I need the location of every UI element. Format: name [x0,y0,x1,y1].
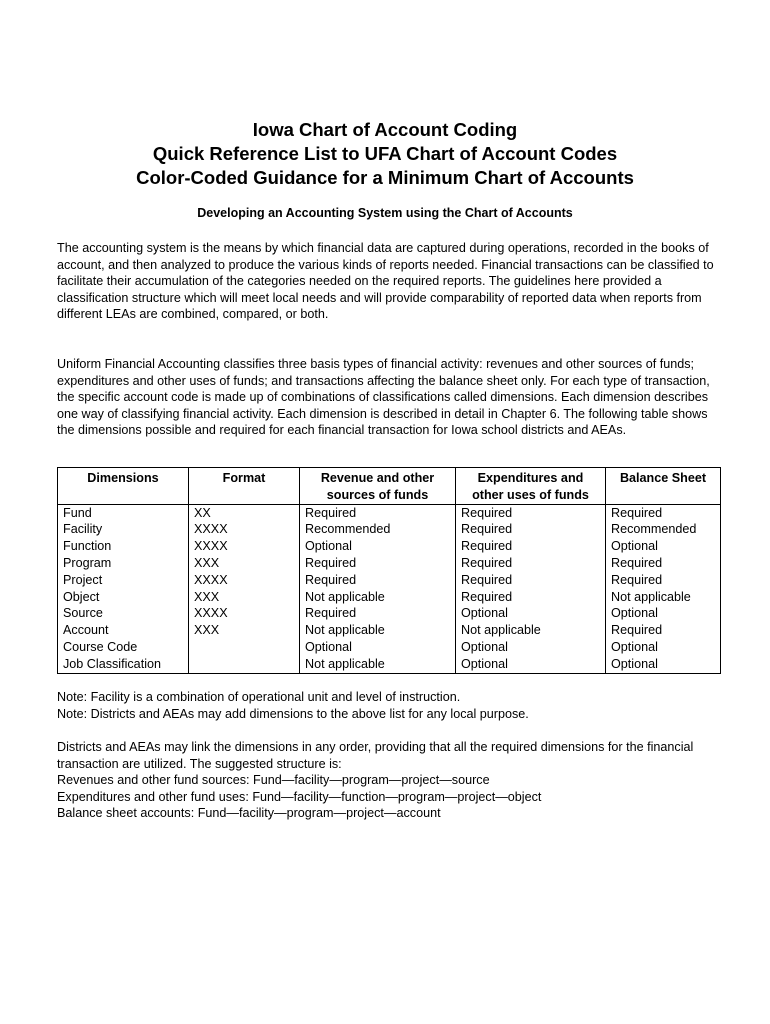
cell-balance: Required [606,622,721,639]
cell-revenue: Required [300,605,456,622]
cell-expenditures: Optional [456,656,606,673]
cell-expenditures: Required [456,555,606,572]
cell-format: XX [189,504,300,521]
header-balance-sheet: Balance Sheet [606,468,721,505]
cell-format: XXX [189,589,300,606]
cell-balance: Optional [606,538,721,555]
structure-expenditures: Expenditures and other fund uses: Fund—facility—function—program—project—object [57,789,542,804]
cell-expenditures: Required [456,521,606,538]
cell-balance: Optional [606,656,721,673]
note-facility: Note: Facility is a combination of operational unit and level of instruction. [57,690,461,704]
table-row [58,622,721,639]
table-row [58,589,721,606]
cell-format [189,656,300,673]
cell-format: XXXX [189,572,300,589]
cell-revenue: Not applicable [300,656,456,673]
cell-dimension: Job Classification [58,656,189,673]
title-line-3: Color-Coded Guidance for a Minimum Chart of Accounts [136,167,634,188]
structure-intro: Districts and AEAs may link the dimensions in any order, providing that all the required dimensions for the financial transaction are utilized. The suggested structure is: [57,740,694,771]
ufa-paragraph: Uniform Financial Accounting classifies three basis types of financial activity: revenues and other sources of funds; expenditures and other uses of funds; and transactions affecting the balance sheet only. For each type of transaction, the specific account code is made up of combinations of classifications called dimensions. Each dimension describes one way of classifying financial activity. Each dimension is described in detail in Chapter 6. The following table shows the dimensions possible and required for each financial transaction for Iowa school districts and AEAs. [57,357,710,438]
cell-balance: Optional [606,605,721,622]
cell-dimension: Program [58,555,189,572]
cell-format: XXXX [189,521,300,538]
cell-dimension: Project [58,572,189,589]
cell-dimension: Fund [58,504,189,521]
table-row [58,555,721,572]
cell-format: XXX [189,622,300,639]
table-row [58,521,721,538]
section-subtitle: Developing an Accounting System using the Chart of Accounts [197,206,573,220]
cell-format: XXX [189,555,300,572]
title-line-2: Quick Reference List to UFA Chart of Account Codes [152,143,618,164]
cell-balance: Recommended [606,521,721,538]
table-row [58,538,721,555]
cell-revenue: Optional [300,538,456,555]
cell-revenue: Recommended [300,521,456,538]
header-expenditures: Expenditures and other uses of funds [456,468,606,505]
cell-revenue: Required [300,504,456,521]
note-local-dimensions: Note: Districts and AEAs may add dimensions to the above list for any local purpose. [57,707,529,721]
header-format: Format [189,468,300,505]
cell-expenditures: Required [456,589,606,606]
dimensions-table [57,467,721,674]
cell-dimension: Function [58,538,189,555]
cell-dimension: Course Code [58,639,189,656]
document-title [0,118,770,190]
cell-balance: Not applicable [606,589,721,606]
cell-balance: Optional [606,639,721,656]
structure-revenues: Revenues and other fund sources: Fund—facility—program—project—source [57,773,490,788]
cell-format [189,639,300,656]
structure-balance: Balance sheet accounts: Fund—facility—program—project—account [57,806,441,821]
table-row [58,656,721,673]
cell-revenue: Not applicable [300,622,456,639]
cell-revenue: Optional [300,639,456,656]
cell-revenue: Required [300,572,456,589]
cell-dimension: Object [58,589,189,606]
cell-expenditures: Required [456,504,606,521]
header-revenue: Revenue and other sources of funds [300,468,456,505]
cell-balance: Required [606,504,721,521]
table-row [58,504,721,521]
cell-expenditures: Required [456,572,606,589]
notes-block [57,689,529,723]
cell-format: XXXX [189,538,300,555]
cell-balance: Required [606,572,721,589]
cell-expenditures: Optional [456,639,606,656]
table-header-row [58,468,721,505]
structure-paragraph [57,739,722,822]
cell-expenditures: Required [456,538,606,555]
cell-dimension: Account [58,622,189,639]
cell-expenditures: Not applicable [456,622,606,639]
table-row [58,572,721,589]
header-dimensions: Dimensions [58,468,189,505]
cell-dimension: Facility [58,521,189,538]
table-row [58,639,721,656]
cell-dimension: Source [58,605,189,622]
cell-revenue: Required [300,555,456,572]
cell-expenditures: Optional [456,605,606,622]
cell-balance: Required [606,555,721,572]
cell-format: XXXX [189,605,300,622]
table-row [58,605,721,622]
cell-revenue: Not applicable [300,589,456,606]
title-line-1: Iowa Chart of Account Coding [252,119,518,140]
intro-paragraph: The accounting system is the means by which financial data are captured during operations, recorded in the books of account, and then analyzed to produce the various kinds of reports needed. Financial transactions can be classified to facilitate their accumulation of the categories needed on the required reports. The guidelines here provided a classification structure which will meet local needs and will provide comparability of reported data when reports from different LEAs are combined, compared, or both. [57,241,714,322]
